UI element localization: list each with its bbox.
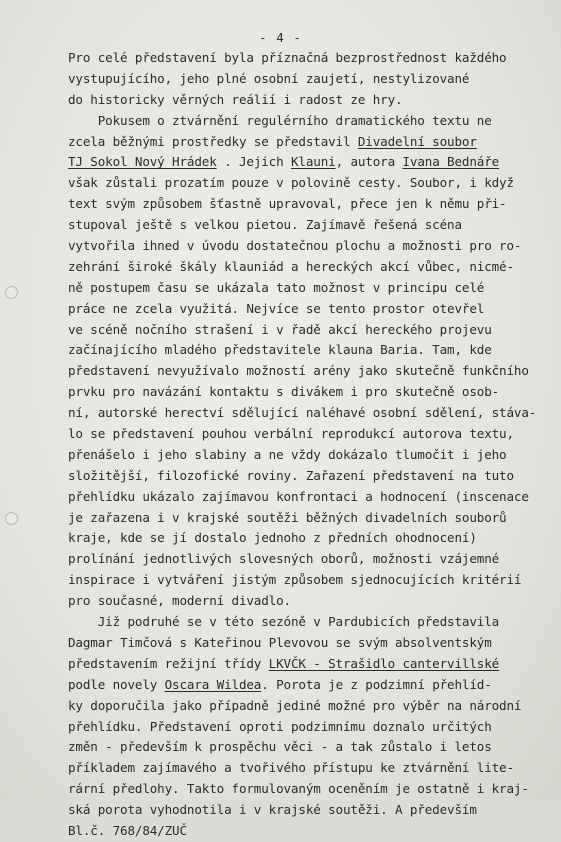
text-segment: ská porota vyhodnotila i v krajské soutěži. A především <box>68 802 477 818</box>
page-number: - 4 - <box>259 30 302 45</box>
text-line <box>68 152 548 173</box>
text-line <box>68 132 548 153</box>
text-line <box>68 758 548 779</box>
text-segment: text svým způsobem šťastně upravoval, přece jen k němu při- <box>68 196 507 212</box>
text-segment: lo se představení pouhou verbální reprodukcí autorova textu, <box>68 426 514 442</box>
text-segment: prolínání jednotlivých slovesných oborů, možnosti vzájemné <box>68 551 500 567</box>
text-line <box>68 173 548 194</box>
text-segment: pro současné, moderní divadlo. <box>68 593 291 609</box>
text-segment: však zůstali prozatím pouze v polovině cesty. Soubor, i když <box>68 175 514 191</box>
text-segment: přehlídku ukázalo zajímavou konfrontaci a hodnocení (inscenace <box>68 488 529 504</box>
text-segment: Pro celé představení byla příznačná bezprostřednost každého <box>68 50 507 65</box>
text-line <box>68 278 548 299</box>
text-line <box>68 717 548 738</box>
text-line <box>68 382 548 403</box>
text-line <box>68 320 548 341</box>
text-line <box>68 508 548 529</box>
text-line <box>68 445 548 466</box>
text-line <box>68 528 548 549</box>
text-line <box>68 570 548 591</box>
underlined-text: Ivana Bednáře <box>402 154 500 170</box>
text-segment: podle novely <box>68 676 165 692</box>
text-line <box>68 696 548 717</box>
text-line <box>68 215 548 236</box>
text-line <box>68 69 548 90</box>
text-segment: do historicky věrných reálií i radost ze hry. <box>68 91 403 107</box>
text-line <box>68 549 548 570</box>
text-line <box>68 487 548 508</box>
text-segment: představením režijní třídy <box>68 655 269 671</box>
underlined-text: Divadelní soubor <box>357 133 477 149</box>
text-segment: složitější, filozofické roviny. Zařazení představení na tuto <box>68 467 514 483</box>
text-line <box>68 48 548 69</box>
text-line <box>68 821 548 842</box>
text-segment: ní, autorské herectví sdělující naléhavé osobní sdělení, stáva- <box>68 405 537 421</box>
text-line <box>68 633 548 654</box>
text-line <box>68 779 548 800</box>
text-segment: změn - především k prospěchu věci - a tak zůstalo i letos <box>68 739 492 755</box>
underlined-text: Klauni <box>290 154 336 170</box>
text-line <box>68 90 548 111</box>
text-segment: práce ne zcela využitá. Nejvíce se tento prostor otevřel <box>68 300 485 316</box>
text-line <box>68 257 548 278</box>
text-segment: příkladem zajímavého a tvořivého přístupu ke ztvárnění lite- <box>68 760 514 776</box>
text-line <box>68 737 548 758</box>
text-segment: zcela běžnými prostředky se představil <box>68 133 358 149</box>
text-segment: rární předlohy. Takto formulovaným oceněním je ostatně i kraj- <box>68 781 529 797</box>
text-line <box>68 675 548 696</box>
text-segment: . Jejich <box>216 154 291 170</box>
punch-hole <box>5 512 18 525</box>
underlined-text: LKVČK - Strašidlo cantervillské <box>268 655 500 671</box>
text-segment: prvku pro navázání kontaktu s divákem i pro skutečně osob- <box>68 384 500 400</box>
text-segment: Dagmar Timčová s Kateřinou Plevovou se svým absolventským <box>68 634 492 650</box>
text-segment: inspirace i vytváření jistým způsobem sjednocujících kritérií <box>68 572 522 588</box>
text-line <box>68 194 548 215</box>
text-segment: ve scéně nočního strašení i v řadě akcí hereckého projevu <box>68 321 492 337</box>
text-line <box>68 591 548 612</box>
text-segment: ně postupem času se ukázala tato možnost v principu celé <box>68 279 485 295</box>
text-line <box>68 800 548 821</box>
text-segment: představení nevyužívalo možností arény jako skutečně funkčního <box>68 363 529 379</box>
text-segment: kraje, kde se jí dostalo jednoho z předních ohodnocení) <box>68 530 477 546</box>
text-line <box>68 424 548 445</box>
text-segment: zehrání široké škály klauniád a hereckých akcí vůbec, nicmé- <box>68 258 514 274</box>
text-line <box>68 403 548 424</box>
text-segment: je zařazena i v krajské soutěži běžných divadelních souborů <box>68 509 507 525</box>
underlined-text: Oscara Wildea <box>164 676 262 692</box>
text-line <box>68 612 548 633</box>
text-segment: . Porota je z podzimní přehlíd- <box>261 676 492 692</box>
text-segment: přenášelo i jeho slabiny a ne vždy dokázalo tlumočit i jeho <box>68 446 507 462</box>
punch-hole <box>5 286 18 299</box>
text-line <box>68 111 548 132</box>
text-segment: vystupujícího, jeho plné osobní zaujetí, nestylizované <box>68 70 470 86</box>
text-line <box>68 466 548 487</box>
text-segment: , autora <box>335 154 403 170</box>
typewritten-text <box>68 48 548 842</box>
text-segment: přehlídku. Představení oproti podzimnímu doznalo určitých <box>68 718 492 734</box>
underlined-text: TJ Sokol Nový Hrádek <box>68 154 217 170</box>
text-segment: Již podruhé se v této sezóně v Pardubicích představila <box>68 614 500 630</box>
text-line <box>68 361 548 382</box>
text-segment: stupoval ještě s velkou pietou. Zajímavě řešená scéna <box>68 217 462 233</box>
text-line <box>68 299 548 320</box>
text-segment: Bl.č. 768/84/ZUČ <box>68 822 187 838</box>
text-line <box>68 340 548 361</box>
text-segment: vytvořila ihned v úvodu dostatečnou plochu a možnosti pro ro- <box>68 238 522 254</box>
text-line <box>68 236 548 257</box>
text-segment: začínajícího mladého představitele klauna Baria. Tam, kde <box>68 342 492 358</box>
text-segment: ky doporučila jako případně jediné možné pro výběr na národní <box>68 697 522 713</box>
text-line <box>68 654 548 675</box>
text-segment: Pokusem o ztvárnění regulérního dramatického textu ne <box>68 112 492 128</box>
